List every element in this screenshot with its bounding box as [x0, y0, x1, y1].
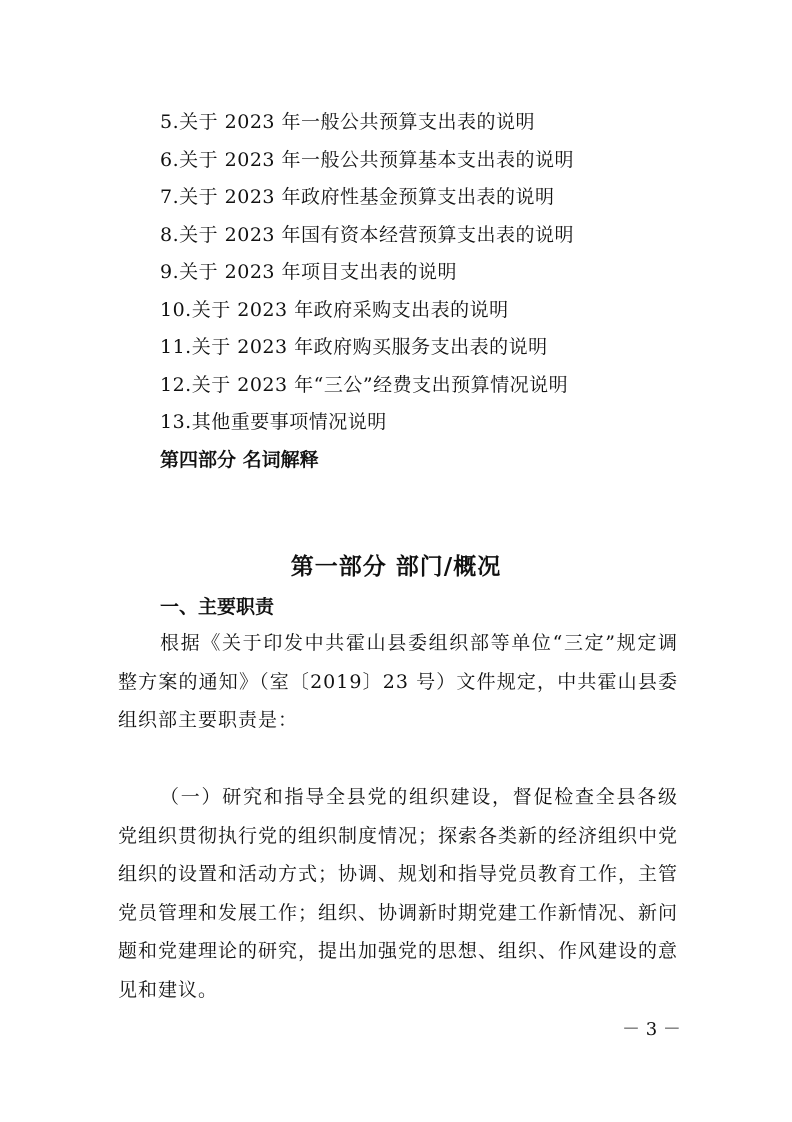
part1-title: 第一部分 部门/概况: [290, 554, 502, 580]
toc-item: 6.关于 2023 年一般公共预算基本支出表的说明: [160, 148, 575, 171]
toc-item: 10.关于 2023 年政府采购支出表的说明: [160, 298, 509, 321]
toc-item: 7.关于 2023 年政府性基金预算支出表的说明: [160, 186, 555, 208]
toc-item: 12.关于 2023 年“三公”经费支出预算情况说明: [160, 373, 569, 396]
toc-part4-heading: 第四部分 名词解释: [160, 448, 319, 471]
toc-item: 8.关于 2023 年国有资本经营预算支出表的说明: [160, 223, 575, 246]
body-paragraph: （一）研究和指导全县党的组织建设，督促检查全县各级党组织贯彻执行党的组织制度情况；探索各类新的经济组织中党组织的设置和活动方式；协调、规划和指导党员教育工作，主管党员管理和发展工作；组织、协调新时期党建工作新情况、新问题和党建理论的研究，提出加强党的思想、组织、作风建设的意见和建议。: [118, 786, 679, 1001]
table-of-contents: [160, 104, 720, 479]
toc-item: 13.其他重要事项情况说明: [160, 411, 387, 433]
section-heading-main-duties: 一、主要职责: [160, 596, 275, 618]
body-paragraph: 根据《关于印发中共霍山县委组织部等单位“三定”规定调整方案的通知》（室〔2019〕23 号）文件规定，中共霍山县委组织部主要职责是：: [118, 632, 678, 731]
page-number: － 3 －: [622, 1019, 681, 1040]
toc-item: 11.关于 2023 年政府购买服务支出表的说明: [160, 336, 548, 358]
toc-item: 9.关于 2023 年项目支出表的说明: [160, 261, 458, 283]
toc-item: 5.关于 2023 年一般公共预算支出表的说明: [160, 111, 536, 133]
